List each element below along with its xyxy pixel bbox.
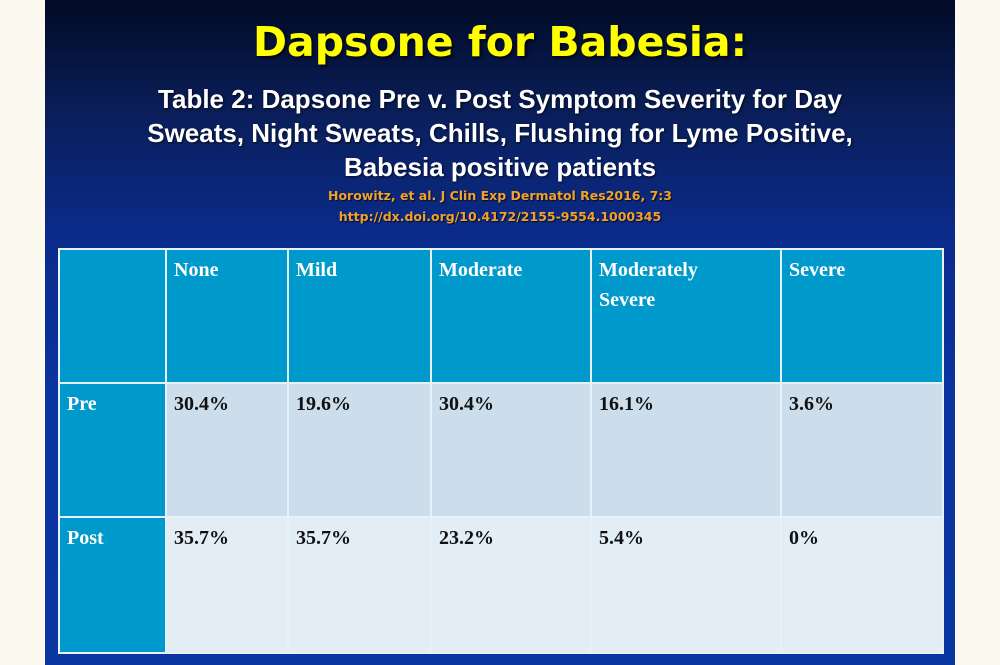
slide <box>45 0 955 665</box>
slide-subtitle <box>45 82 955 184</box>
citation <box>45 185 955 227</box>
column-header-none: None <box>166 249 288 383</box>
subtitle-line: Babesia positive patients <box>343 152 657 182</box>
row-label-pre: Pre <box>59 383 166 517</box>
citation-authors: Horowitz, et al. J Clin Exp Dermatol Res2016, 7:3 <box>327 188 672 203</box>
subtitle-line: Table 2: Dapsone Pre v. Post Symptom Severity for Day <box>158 84 842 114</box>
table-row-pre <box>59 383 943 517</box>
cell-post-mild: 35.7% <box>288 517 431 653</box>
header-line: Moderately <box>599 259 698 281</box>
row-label-post: Post <box>59 517 166 653</box>
cell-pre-severe: 3.6% <box>781 383 943 517</box>
table-header-row <box>59 249 943 383</box>
cell-pre-moderately-severe: 16.1% <box>591 383 781 517</box>
cell-post-none: 35.7% <box>166 517 288 653</box>
citation-doi: http://dx.doi.org/10.4172/2155-9554.1000345 <box>338 209 662 224</box>
column-header-mild: Mild <box>288 249 431 383</box>
column-header-moderate: Moderate <box>431 249 591 383</box>
cell-pre-none: 30.4% <box>166 383 288 517</box>
column-header-moderately-severe <box>591 249 781 383</box>
corner-cell <box>59 249 166 383</box>
severity-table <box>58 248 944 654</box>
subtitle-line: Sweats, Night Sweats, Chills, Flushing for Lyme Positive, <box>147 118 853 148</box>
cell-pre-moderate: 30.4% <box>431 383 591 517</box>
table-row-post <box>59 517 943 653</box>
column-header-severe: Severe <box>781 249 943 383</box>
cell-post-moderate: 23.2% <box>431 517 591 653</box>
cell-post-moderately-severe: 5.4% <box>591 517 781 653</box>
slide-title: Dapsone for Babesia: <box>253 18 747 66</box>
cell-pre-mild: 19.6% <box>288 383 431 517</box>
cell-post-severe: 0% <box>781 517 943 653</box>
header-line: Severe <box>599 289 656 311</box>
